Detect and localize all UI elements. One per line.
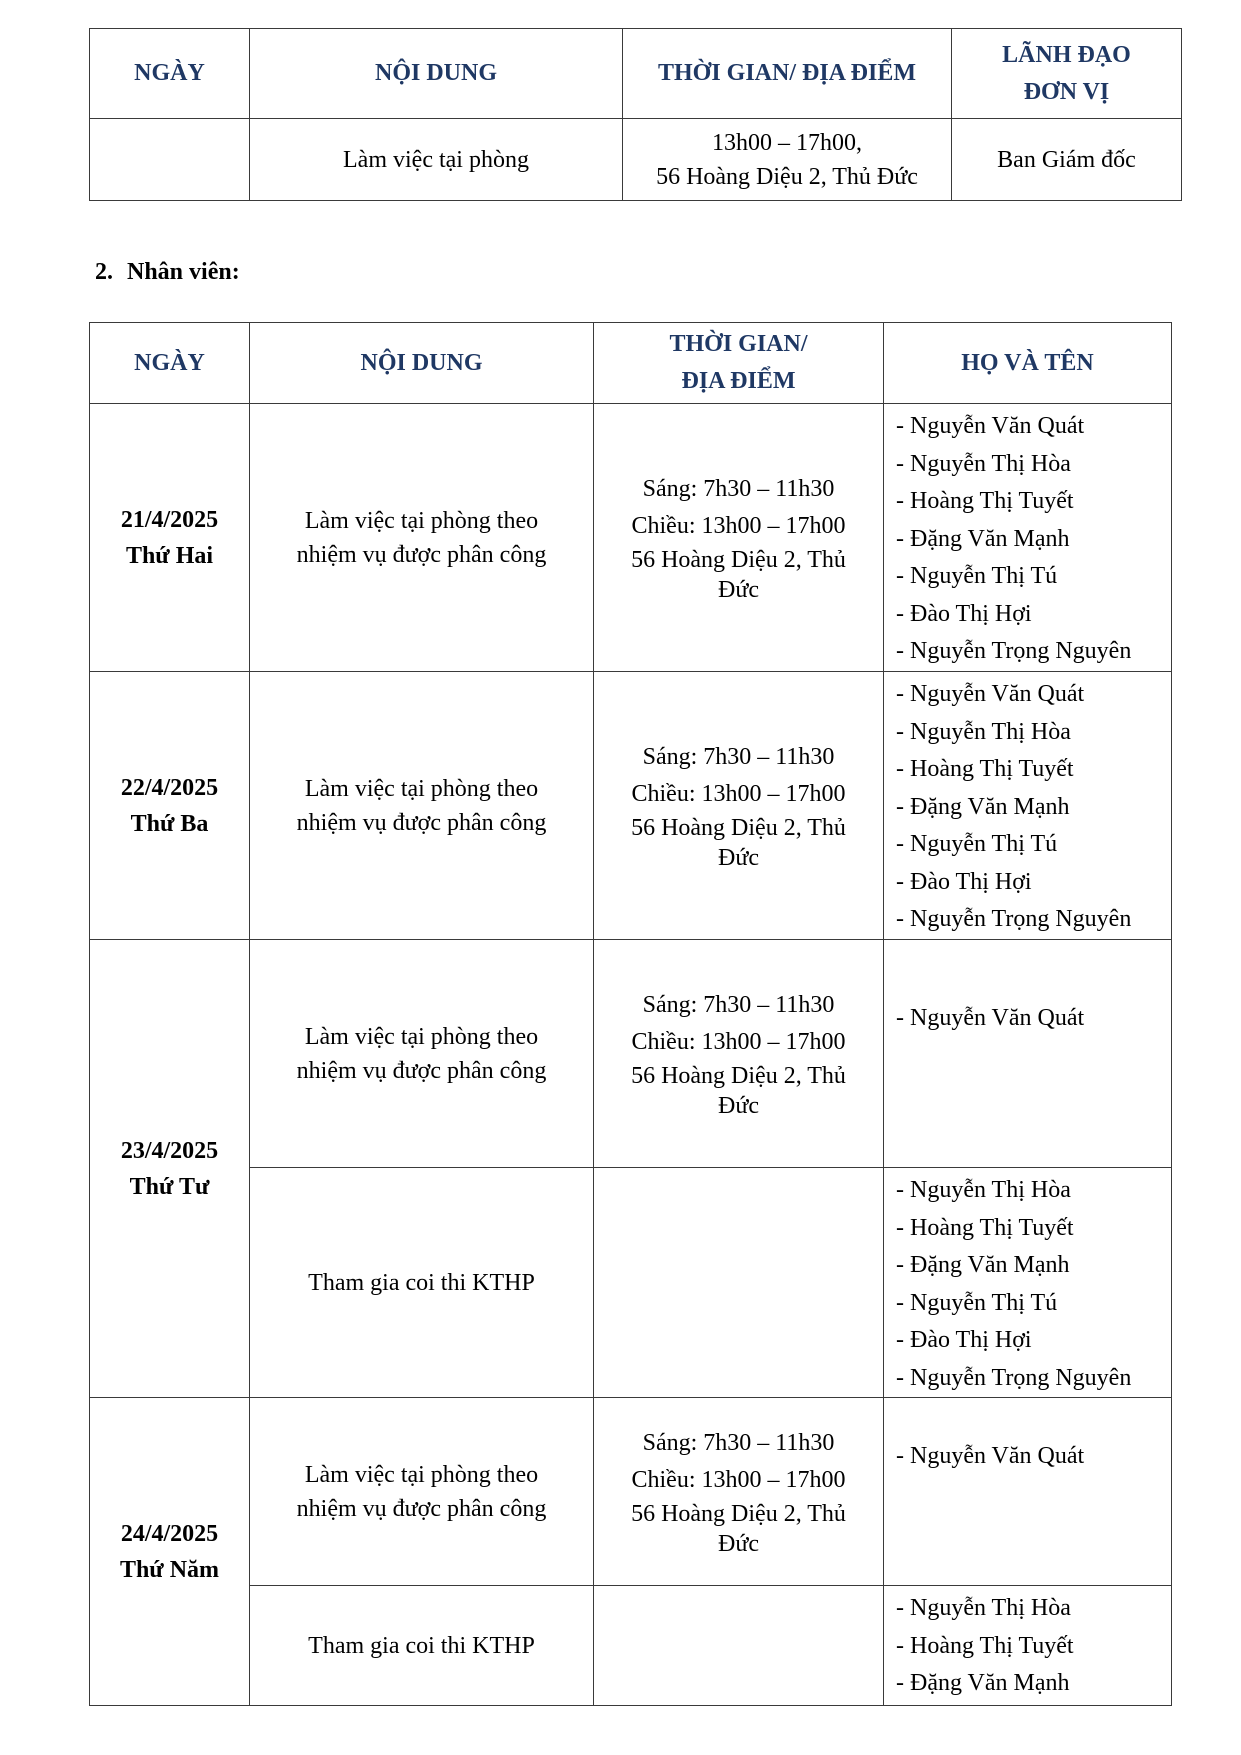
name-item: - Nguyễn Thị Hòa	[896, 1595, 1071, 1621]
name-item: - Hoàng Thị Tuyết	[896, 1632, 1074, 1659]
date-cell	[90, 119, 250, 201]
name-item: - Đào Thị Hợi	[896, 1327, 1032, 1353]
time-place-cell: Sáng: 7h30 – 11h30 Chiều: 13h00 – 17h00 56 Hoàng Diệu 2, Thủ Đức	[594, 672, 884, 940]
table-header-row	[90, 323, 1172, 404]
name-item: - Nguyễn Trọng Nguyên	[896, 1364, 1132, 1391]
name-item: - Đặng Văn Mạnh	[896, 1670, 1070, 1696]
date-cell: 22/4/2025 Thứ Ba	[90, 672, 250, 940]
names-cell	[884, 672, 1172, 940]
leader-cell: Ban Giám đốc	[952, 119, 1182, 201]
names-cell	[884, 1168, 1172, 1398]
header-leader: LÃNH ĐẠO ĐƠN VỊ	[952, 29, 1182, 119]
date-cell: 21/4/2025 Thứ Hai	[90, 404, 250, 672]
table-header-row	[90, 29, 1182, 119]
content-cell: Làm việc tại phòng theo nhiệm vụ được phân công	[250, 940, 594, 1168]
header-time-place: THỜI GIAN/ ĐỊA ĐIỂM	[623, 29, 952, 119]
name-item: - Nguyễn Văn Quát	[896, 1443, 1085, 1469]
time-place-cell: 13h00 – 17h00, 56 Hoàng Diệu 2, Thủ Đức	[623, 119, 952, 201]
header-date: NGÀY	[90, 29, 250, 119]
names-cell	[884, 1586, 1172, 1706]
table-row	[90, 1586, 1172, 1706]
names-cell	[884, 940, 1172, 1168]
date-cell: 24/4/2025 Thứ Năm	[90, 1398, 250, 1706]
content-cell: Tham gia coi thi KTHP	[250, 1168, 594, 1398]
header-date: NGÀY	[90, 323, 250, 404]
header-time-place: THỜI GIAN/ ĐỊA ĐIỂM	[594, 323, 884, 404]
time-place-cell: Sáng: 7h30 – 11h30 Chiều: 13h00 – 17h00 56 Hoàng Diệu 2, Thủ Đức	[594, 1398, 884, 1586]
name-item: - Đặng Văn Mạnh	[896, 793, 1070, 820]
name-item: - Hoàng Thị Tuyết	[896, 1214, 1074, 1241]
name-item: - Nguyễn Văn Quát	[896, 681, 1085, 707]
name-item: - Nguyễn Thị Hòa	[896, 1177, 1071, 1203]
time-place-cell: Sáng: 7h30 – 11h30 Chiều: 13h00 – 17h00 56 Hoàng Diệu 2, Thủ Đức	[594, 940, 884, 1168]
name-item: - Hoàng Thị Tuyết	[896, 756, 1074, 782]
content-cell: Làm việc tại phòng theo nhiệm vụ được phân công	[250, 1398, 594, 1586]
date-cell: 23/4/2025 Thứ Tư	[90, 940, 250, 1398]
name-item: - Nguyễn Văn Quát	[896, 413, 1085, 439]
leadership-schedule-table	[89, 28, 1182, 201]
names-cell	[884, 404, 1172, 672]
section-heading: 2. Nhân viên:	[95, 259, 240, 285]
name-item: - Đặng Văn Mạnh	[896, 1252, 1070, 1278]
header-content: NỘI DUNG	[250, 323, 594, 404]
header-names: HỌ VÀ TÊN	[884, 323, 1172, 404]
name-item: - Nguyễn Trọng Nguyên	[896, 906, 1132, 932]
name-item: - Nguyễn Văn Quát	[896, 1005, 1085, 1031]
table-row	[90, 672, 1172, 940]
content-cell: Làm việc tại phòng theo nhiệm vụ được phân công	[250, 672, 594, 940]
table-row	[90, 1168, 1172, 1398]
name-item: - Nguyễn Thị Tú	[896, 831, 1058, 857]
name-item: - Đặng Văn Mạnh	[896, 525, 1070, 552]
content-cell: Làm việc tại phòng	[250, 119, 623, 201]
name-item: - Nguyễn Thị Hòa	[896, 450, 1071, 477]
table-row	[90, 1398, 1172, 1586]
time-place-cell	[594, 1168, 884, 1398]
name-item: - Nguyễn Thị Tú	[896, 563, 1058, 589]
table-row	[90, 404, 1172, 672]
staff-schedule-table	[89, 322, 1172, 1706]
name-item: - Nguyễn Thị Hòa	[896, 718, 1071, 745]
name-item: - Đào Thị Hợi	[896, 868, 1032, 895]
content-cell: Làm việc tại phòng theo nhiệm vụ được phân công	[250, 404, 594, 672]
name-item: - Nguyễn Thị Tú	[896, 1289, 1058, 1316]
time-place-cell: Sáng: 7h30 – 11h30 Chiều: 13h00 – 17h00 56 Hoàng Diệu 2, Thủ Đức	[594, 404, 884, 672]
table-row	[90, 119, 1182, 201]
names-cell	[884, 1398, 1172, 1586]
name-item: - Nguyễn Trọng Nguyên	[896, 638, 1132, 664]
content-cell: Tham gia coi thi KTHP	[250, 1586, 594, 1706]
header-content: NỘI DUNG	[250, 29, 623, 119]
table-row	[90, 940, 1172, 1168]
name-item: - Đào Thị Hợi	[896, 600, 1032, 627]
time-place-cell	[594, 1586, 884, 1706]
name-item: - Hoàng Thị Tuyết	[896, 488, 1074, 514]
